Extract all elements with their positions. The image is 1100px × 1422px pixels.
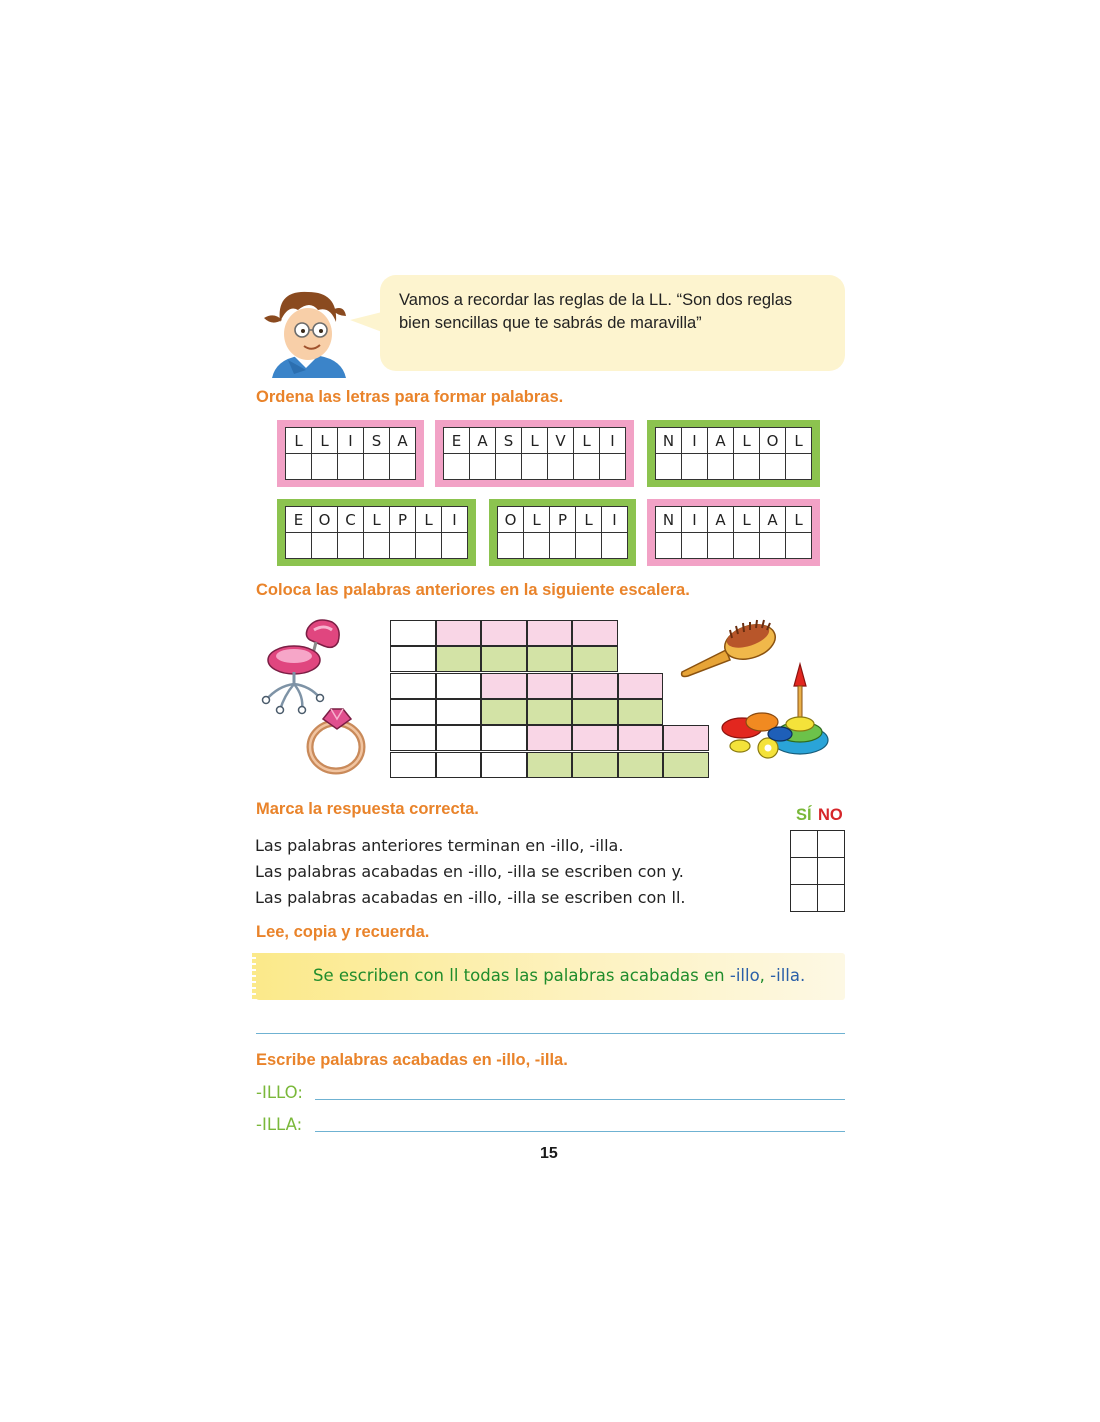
answer-letter-cell[interactable] (522, 454, 548, 480)
staircase-cell[interactable] (618, 752, 664, 778)
staircase-cell[interactable] (481, 673, 527, 699)
letter-grid (655, 427, 812, 480)
answer-letter-cell[interactable] (734, 533, 760, 559)
staircase-cell[interactable] (436, 673, 482, 699)
scrambled-letter-cell: L (786, 428, 812, 454)
section-heading-write-words: Escribe palabras acabadas en -illo, -illa. (256, 1051, 568, 1069)
answer-letter-cell[interactable] (286, 533, 312, 559)
answer-checkbox-table (790, 830, 845, 912)
scrambled-letter-cell: L (416, 507, 442, 533)
letter-grid (285, 427, 416, 480)
answer-3-no-checkbox[interactable] (818, 885, 845, 912)
staircase-cell[interactable] (481, 646, 527, 672)
label-illo: -ILLO: (256, 1083, 303, 1102)
answer-letter-cell[interactable] (498, 533, 524, 559)
answer-letter-cell[interactable] (576, 533, 602, 559)
scrambled-letter-cell: A (708, 507, 734, 533)
rule-comma: , (759, 966, 765, 985)
staircase-cell[interactable] (390, 673, 436, 699)
staircase-cell[interactable] (527, 725, 573, 751)
answer-letter-cell[interactable] (442, 533, 468, 559)
staircase-cell[interactable] (481, 620, 527, 646)
scrambled-letter-cell: L (522, 428, 548, 454)
scrambled-letter-cell: A (470, 428, 496, 454)
scrambled-letter-cell: A (390, 428, 416, 454)
answer-letter-cell[interactable] (550, 533, 576, 559)
answer-letter-cell[interactable] (364, 454, 390, 480)
answer-letter-cell[interactable] (338, 533, 364, 559)
scrambled-letter-cell: I (682, 428, 708, 454)
scrambled-letter-cell: I (338, 428, 364, 454)
word-box-4 (277, 499, 476, 566)
staircase-cell[interactable] (436, 725, 482, 751)
staircase-cell[interactable] (527, 752, 573, 778)
section-heading-read-copy: Lee, copia y recuerda. (256, 923, 430, 941)
letter-grid (285, 506, 468, 559)
stacking-toy-illustration (720, 660, 830, 766)
scrambled-letter-cell: L (576, 507, 602, 533)
scrambled-letter-cell: L (786, 507, 812, 533)
staircase-cell[interactable] (572, 699, 618, 725)
scrambled-letter-cell: O (498, 507, 524, 533)
answer-letter-cell[interactable] (524, 533, 550, 559)
answer-letter-cell[interactable] (760, 454, 786, 480)
staircase-cell[interactable] (527, 699, 573, 725)
answer-letter-cell[interactable] (416, 533, 442, 559)
staircase-cell[interactable] (527, 646, 573, 672)
rule-text (313, 966, 805, 985)
scrambled-letter-cell: P (390, 507, 416, 533)
ring-illustration (303, 703, 369, 775)
scrambled-letter-cell: O (760, 428, 786, 454)
bubble-text-line-2: bien sencillas que te sabrás de maravilla” (399, 314, 702, 332)
scrambled-letter-cell: I (602, 507, 628, 533)
answer-letter-cell[interactable] (286, 454, 312, 480)
copy-writing-line[interactable] (256, 1033, 845, 1034)
rule-suffix-illo: -illo (729, 966, 760, 985)
scrambled-letter-cell: L (364, 507, 390, 533)
staircase-cell[interactable] (663, 725, 709, 751)
staircase-cell[interactable] (390, 646, 436, 672)
statement-1: Las palabras anteriores terminan en -illo, -illa. (255, 836, 624, 855)
scrambled-letter-cell: L (286, 428, 312, 454)
scrambled-letter-cell: A (708, 428, 734, 454)
answer-1-no-checkbox[interactable] (818, 831, 845, 858)
staircase-cell[interactable] (618, 673, 664, 699)
answer-letter-cell[interactable] (602, 533, 628, 559)
answer-letter-cell[interactable] (786, 533, 812, 559)
staircase-cell[interactable] (527, 620, 573, 646)
staircase-cell[interactable] (481, 752, 527, 778)
illa-writing-line[interactable] (315, 1131, 845, 1132)
staircase-cell[interactable] (390, 620, 436, 646)
staircase-cell[interactable] (436, 699, 482, 725)
answer-letter-cell[interactable] (444, 454, 470, 480)
answer-letter-cell[interactable] (338, 454, 364, 480)
scrambled-letter-cell: E (286, 507, 312, 533)
speech-bubble-tail (350, 312, 382, 332)
answer-letter-cell[interactable] (656, 533, 682, 559)
staircase-cell[interactable] (618, 699, 664, 725)
letter-grid (443, 427, 626, 480)
scrambled-letter-cell: N (656, 428, 682, 454)
answer-letter-cell[interactable] (600, 454, 626, 480)
answer-letter-cell[interactable] (574, 454, 600, 480)
answer-letter-cell[interactable] (470, 454, 496, 480)
illo-writing-line[interactable] (315, 1099, 845, 1100)
staircase-cell[interactable] (481, 699, 527, 725)
staircase-cell[interactable] (663, 752, 709, 778)
page-number: 15 (540, 1145, 558, 1162)
statement-3: Las palabras acabadas en -illo, -illa se escriben con ll. (255, 888, 686, 907)
letter-grid (497, 506, 628, 559)
scrambled-letter-cell: N (656, 507, 682, 533)
word-box-2 (435, 420, 634, 487)
chair-illustration (254, 612, 346, 716)
letter-grid (655, 506, 812, 559)
scrambled-letter-cell: C (338, 507, 364, 533)
answer-1-yes-checkbox[interactable] (791, 831, 818, 858)
scrambled-letter-cell: L (524, 507, 550, 533)
answer-letter-cell[interactable] (760, 533, 786, 559)
scrambled-letter-cell: I (600, 428, 626, 454)
staircase-cell[interactable] (572, 673, 618, 699)
boy-character-illustration (258, 282, 350, 378)
answer-2-yes-checkbox[interactable] (791, 858, 818, 885)
answer-letter-cell[interactable] (682, 454, 708, 480)
staircase-cell[interactable] (572, 646, 618, 672)
answer-2-no-checkbox[interactable] (818, 858, 845, 885)
answer-letter-cell[interactable] (682, 533, 708, 559)
staircase-cell[interactable] (436, 620, 482, 646)
staircase-cell[interactable] (390, 699, 436, 725)
speech-bubble (380, 275, 845, 371)
staircase-cell[interactable] (527, 673, 573, 699)
rule-text-main: Se escriben con ll todas las palabras acabadas en (313, 966, 725, 985)
answer-letter-cell[interactable] (786, 454, 812, 480)
scrambled-letter-cell: S (364, 428, 390, 454)
bubble-text-line-1: Vamos a recordar las reglas de la LL. “Son dos reglas (399, 291, 793, 309)
section-heading-mark-answer: Marca la respuesta correcta. (256, 800, 479, 818)
scrambled-letter-cell: L (734, 428, 760, 454)
staircase-cell[interactable] (572, 620, 618, 646)
scrambled-letter-cell: L (734, 507, 760, 533)
statement-2: Las palabras acabadas en -illo, -illa se escriben con y. (255, 862, 684, 881)
word-box-6 (647, 499, 820, 566)
answer-letter-cell[interactable] (548, 454, 574, 480)
answer-letter-cell[interactable] (708, 454, 734, 480)
answer-letter-cell[interactable] (496, 454, 522, 480)
word-box-1 (277, 420, 424, 487)
scrambled-letter-cell: O (312, 507, 338, 533)
staircase-cell[interactable] (481, 725, 527, 751)
staircase-cell[interactable] (572, 752, 618, 778)
answer-letter-cell[interactable] (312, 533, 338, 559)
section-heading-staircase: Coloca las palabras anteriores en la siguiente escalera. (256, 581, 690, 599)
scrambled-letter-cell: E (444, 428, 470, 454)
scrambled-letter-cell: I (442, 507, 468, 533)
label-illa: -ILLA: (256, 1115, 303, 1134)
scrambled-letter-cell: L (312, 428, 338, 454)
answer-letter-cell[interactable] (734, 454, 760, 480)
scrambled-letter-cell: V (548, 428, 574, 454)
no-label: NO (818, 806, 843, 824)
answer-letter-cell[interactable] (364, 533, 390, 559)
scrambled-letter-cell: L (574, 428, 600, 454)
word-box-5 (489, 499, 636, 566)
scrambled-letter-cell: S (496, 428, 522, 454)
staircase-cell[interactable] (436, 752, 482, 778)
answer-letter-cell[interactable] (656, 454, 682, 480)
answer-letter-cell[interactable] (708, 533, 734, 559)
scrambled-letter-cell: P (550, 507, 576, 533)
yes-label: SÍ (796, 806, 812, 824)
rule-suffix-illa: -illa. (770, 966, 806, 985)
scrambled-letter-cell: I (682, 507, 708, 533)
answer-letter-cell[interactable] (390, 454, 416, 480)
answer-letter-cell[interactable] (390, 533, 416, 559)
staircase-cell[interactable] (390, 725, 436, 751)
answer-3-yes-checkbox[interactable] (791, 885, 818, 912)
staircase-cell[interactable] (618, 725, 664, 751)
staircase-cell[interactable] (572, 725, 618, 751)
staircase-cell[interactable] (390, 752, 436, 778)
answer-letter-cell[interactable] (312, 454, 338, 480)
word-box-3 (647, 420, 820, 487)
staircase-cell[interactable] (436, 646, 482, 672)
scrambled-letter-cell: A (760, 507, 786, 533)
section-heading-order-letters: Ordena las letras para formar palabras. (256, 388, 564, 406)
